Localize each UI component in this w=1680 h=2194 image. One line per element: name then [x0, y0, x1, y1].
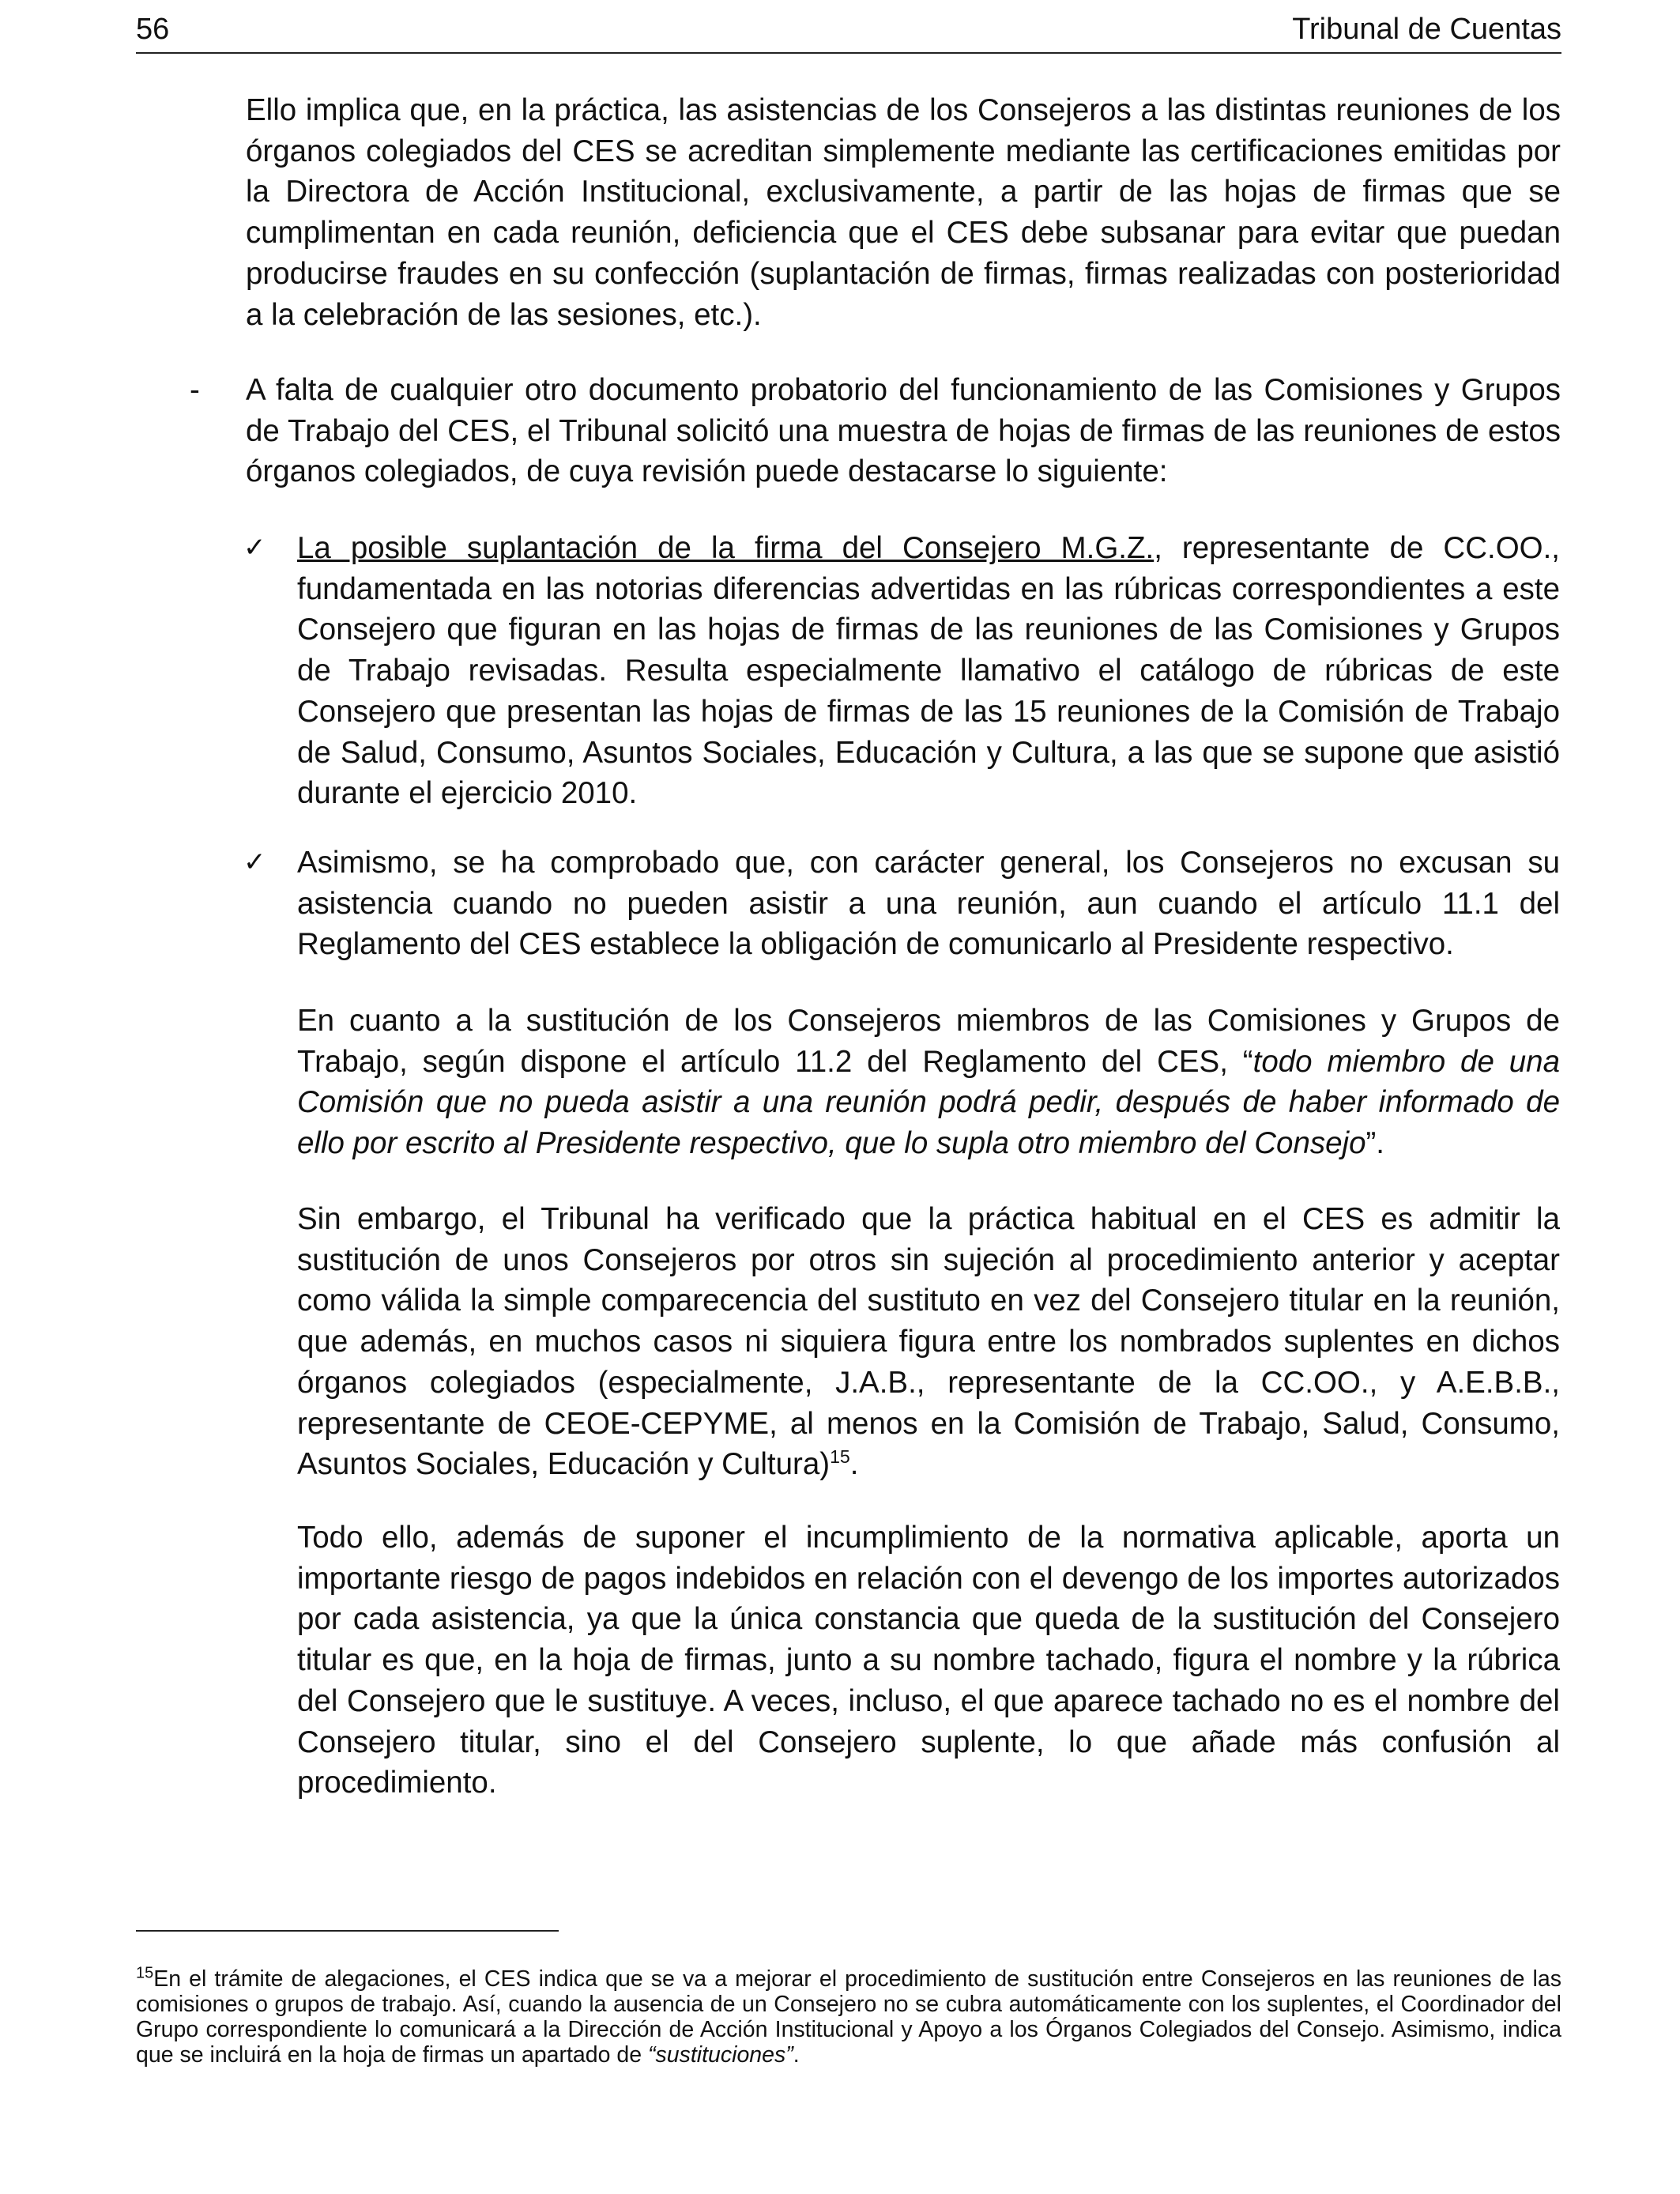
list-dash-marker: -: [190, 373, 200, 407]
paragraph-payment-risk: Todo ello, además de suponer el incumplimiento de la normativa aplicable, aporta un importante riesgo de pagos indebidos en relación con el devengo de los importes autorizados por cada asistencia, ya que la única constancia que queda de la sustitución del Consejero titular es que, en la hoja de firmas, junto a su nombre tachado, figura el nombre y la rúbrica del Consejero que le sustituye. A veces, incluso, el que aparece tachado no es el nombre del Consejero titular, sino el del Consejero suplente, lo que añade más confusión al procedimiento.: [297, 1521, 1560, 1800]
underlined-finding: La posible suplantación de la firma del Consejero M.G.Z.: [297, 531, 1155, 565]
paragraph-4-tail: ”.: [1365, 1126, 1385, 1161]
paragraph-signature-sheets: A falta de cualquier otro documento probatorio del funcionamiento de las Comisiones y Grupos de Trabajo del CES, el Tribunal solicitó una muestra de hojas de firmas de las reuniones de estos órganos colegiados, de cuya revisión puede destacarse lo siguiente:: [246, 373, 1561, 489]
bullet-signature-impersonation: [297, 528, 1560, 814]
checkmark-icon: ✓: [243, 846, 266, 878]
paragraph-substitution-rule: [297, 1001, 1560, 1164]
paragraph-substitution-practice: [297, 1199, 1560, 1485]
footnote-quoted-term: “sustituciones”: [648, 2042, 793, 2068]
paragraph-4-lead: En cuanto a la sustitución de los Consejeros miembros de las Comisiones y Grupos de Trabajo, según dispone el artículo 11.2 del Reglamento del CES, “: [297, 1004, 1560, 1079]
running-title: Tribunal de Cuentas: [1292, 12, 1561, 46]
page-header: [136, 6, 1561, 54]
footnote-divider: [136, 1930, 559, 1932]
paragraph-attendance-certification: Ello implica que, en la práctica, las asistencias de los Consejeros a las distintas reuniones de los órganos colegiados del CES se acreditan simplemente mediante las certificaciones emitidas por la Directora de Acción Institucional, exclusivamente, a partir de las hojas de firmas que se cumplimentan en cada reunión, deficiencia que el CES debe subsanar para evitar que puedan producirse fraudes en su confección (suplantación de firmas, firmas realizadas con posterioridad a la celebración de las sesiones, etc.).: [246, 93, 1561, 332]
footnote-reference[interactable]: 15: [830, 1446, 850, 1468]
checkmark-icon: ✓: [243, 532, 266, 564]
bullet-1-text: , representante de CC.OO., fundamentada en las notorias diferencias advertidas en las rúbricas correspondientes a este Consejero que figuran en las hojas de firmas de las reuniones de las Comisiones y Grupos de Trabajo revisadas. Resulta especialmente llamativo el catálogo de rúbricas de este Consejero que presentan las hojas de firmas de las 15 reuniones de la Comisión de Trabajo de Salud, Consumo, Asuntos Sociales, Educación y Cultura, a las que se supone que asistió durante el ejercicio 2010.: [297, 531, 1561, 811]
footnote: [136, 1966, 1561, 2068]
regulation-quote: todo miembro de una Comisión que no pueda asistir a una reunión podrá pedir, después de haber informado de ello por escrito al Presidente respectivo, que lo supla otro miembro del Consejo: [297, 1044, 1560, 1161]
footnote-text: En el trámite de alegaciones, el CES indica que se va a mejorar el procedimiento de sustitución entre Consejeros en las reuniones de las comisiones o grupos de trabajo. Así, cuando la ausencia de un Consejero no se cubra automáticamente con los suplentes, el Coordinador del Grupo correspondiente lo comunicará a la Dirección de Acción Institucional y Apoyo a los Órganos Colegiados del Consejo. Asimismo, indica que se incluirá en la hoja de firmas un apartado de: [136, 1966, 1561, 2068]
paragraph-5-end: .: [849, 1447, 859, 1482]
footnote-end: .: [793, 2042, 800, 2068]
footnote-number: 15: [136, 1964, 154, 1982]
page-number: 56: [136, 12, 170, 46]
paragraph-5-text: Sin embargo, el Tribunal ha verificado que la práctica habitual en el CES es admitir la sustitución de unos Consejeros por otros sin sujeción al procedimiento anterior y aceptar como válida la simple comparecencia del sustituto en vez del Consejero titular en la reunión, que además, en muchos casos ni siquiera figura entre los nombrados suplentes en dichos órganos colegiados (especialmente, J.A.B., representante de la CC.OO., y A.E.B.B., representante de CEOE-CEPYME, al menos en la Comisión de Trabajo, Salud, Consumo, Asuntos Sociales, Educación y Cultura): [297, 1202, 1560, 1482]
bullet-absence-excuse: Asimismo, se ha comprobado que, con carácter general, los Consejeros no excusan su asistencia cuando no pueden asistir a una reunión, aun cuando el artículo 11.1 del Reglamento del CES establece la obligación de comunicarlo al Presidente respectivo.: [297, 846, 1560, 962]
